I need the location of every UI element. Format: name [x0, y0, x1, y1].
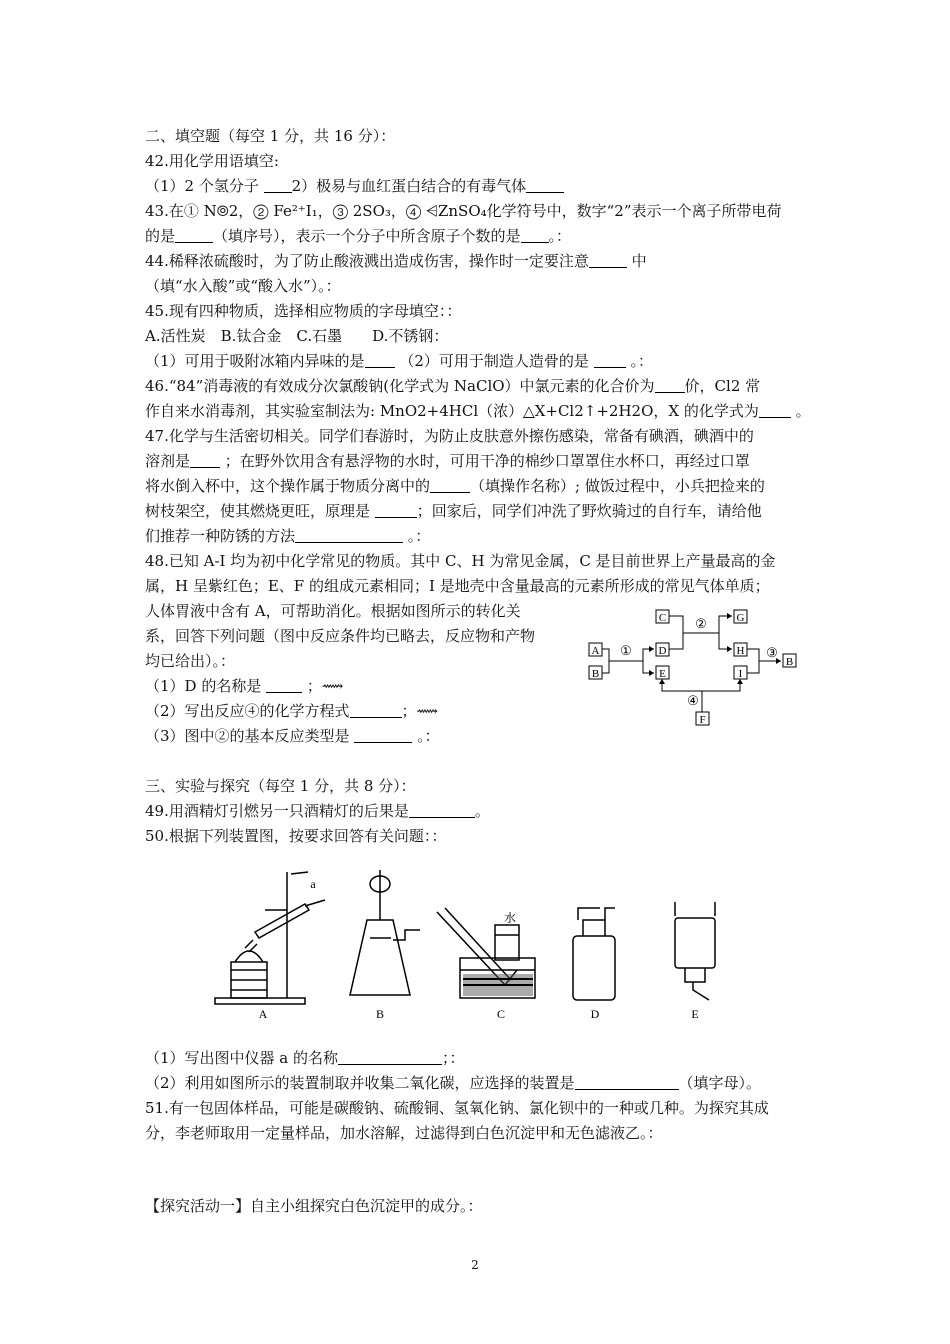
diagram-label: B — [785, 656, 794, 668]
q48-sub1-text: （1）D 的名称是 — [145, 677, 262, 695]
q48-sub2-end: ；⟿ — [401, 702, 439, 720]
q43-text-b: （填序号），表示一个分子中所含原子个数的是 — [213, 227, 521, 245]
q50-sub1-text: （1）写出图中仪器 a 的名称 — [145, 1049, 339, 1067]
diagram-label: F — [699, 714, 706, 726]
q47-text-h: 。： — [407, 527, 431, 545]
q48-sub2-text: （2）写出反应④的化学方程式 — [145, 702, 350, 720]
q49-text: 49.用酒精灯引燃另一只酒精灯的后果是 — [145, 802, 409, 820]
diagram-label: E — [659, 668, 666, 680]
heat-triangle-icon: △ — [523, 402, 535, 420]
q44-line2: （填“水入酸”或“酸入水”）。： — [145, 277, 341, 295]
answer-blank[interactable] — [589, 253, 627, 268]
answer-blank[interactable] — [295, 528, 403, 543]
q49-line — [145, 800, 490, 822]
apparatus-mark: a — [310, 877, 316, 891]
q48-sub3-end: 。： — [417, 727, 440, 745]
q45-text-b: （2）可用于制造人造骨的是 — [399, 352, 589, 370]
q42-stem: 42.用化学用语填空: — [145, 152, 279, 170]
q45-text-c: 。： — [630, 352, 653, 370]
q46-text-a: 46.“84”消毒液的有效成分次氯酸钠(化学式为 NaClO）中氯元素的化合价为 — [145, 377, 655, 395]
diagram-label: I — [738, 668, 743, 680]
q46-line2 — [145, 400, 811, 422]
q47-text-a: 溶剂是 — [145, 452, 191, 470]
q46-text-d: X+Cl2↑+2H2O，X 的化学式为 — [534, 402, 759, 420]
apparatus-label: D — [590, 1007, 600, 1020]
diagram-step: ④ — [687, 693, 699, 708]
page-number: 2 — [471, 1258, 479, 1272]
answer-blank[interactable] — [264, 178, 292, 193]
q47-line1: 47.化学与生活密切相关。同学们春游时，为防止皮肤意外擦伤感染，常备有碘酒，碘酒中的 — [145, 427, 754, 445]
q47-text-d: （填操作名称）; 做饭过程中，小兵把捡来的 — [470, 477, 765, 495]
q45-line3 — [145, 350, 653, 372]
q48-sub3 — [145, 725, 440, 747]
q46-line1 — [145, 375, 760, 397]
answer-blank[interactable] — [190, 453, 220, 468]
answer-blank[interactable] — [430, 478, 470, 493]
answer-blank[interactable] — [409, 803, 475, 818]
q46-text-e: 。 — [795, 402, 811, 420]
q50-sub2-end: （填字母）。 — [678, 1074, 762, 1092]
apparatus-label: A — [258, 1007, 268, 1020]
q48-sub1-end: ；⟿ — [306, 677, 344, 695]
q48-line5: 均已给出）。： — [145, 652, 236, 670]
q47-text-c: 将水倒入杯中，这个操作属于物质分离中的 — [145, 477, 431, 495]
conversion-diagram — [585, 606, 810, 732]
q47-line5 — [145, 525, 430, 547]
apparatus-mark: 水 — [503, 911, 517, 925]
diagram-label: C — [658, 612, 667, 624]
q50-sub1-end: ；： — [442, 1049, 465, 1067]
answer-blank[interactable] — [655, 378, 685, 393]
q44-text: 44.稀释浓硫酸时，为了防止酸液溅出造成伤害，操作时一定要注意 — [145, 252, 589, 270]
diagram-step: ③ — [766, 645, 778, 660]
q43-line1: 43.在① N⦾2，② Fe²⁺I₁，③ 2SO₃，④ ⩤ZnSO₄化学符号中，数字“2”表示一个离子所带电荷 — [145, 202, 782, 220]
q46-text-c: 作自来水消毒剂，其实验室制法为: MnO2+4HCl（浓） — [145, 402, 524, 420]
answer-blank[interactable] — [365, 353, 395, 368]
q50-sub1 — [145, 1047, 465, 1069]
q47-line3 — [145, 475, 765, 497]
section2-title: 二、填空题（每空 1 分，共 16 分）： — [145, 127, 396, 145]
answer-blank[interactable] — [350, 703, 402, 718]
q48-line3: 人体胃液中含有 A，可帮助消化。根据如图所示的转化关 — [145, 602, 521, 620]
q48-sub1 — [145, 675, 343, 697]
q50-sub2 — [145, 1072, 761, 1094]
q51-line2: 分，李老师取用一定量样品，加水溶解，过滤得到白色沉淀甲和无色滤液乙。： — [145, 1124, 663, 1142]
apparatus-label: B — [375, 1007, 385, 1020]
q42-mid: 2）极易与血红蛋白结合的有毒气体 — [291, 177, 527, 195]
q51-line1: 51.有一包固体样品，可能是碳酸钠、硫酸铜、氢氧化钠、氯化钡中的一种或几种。为探究其成 — [145, 1099, 769, 1117]
answer-blank[interactable] — [759, 403, 791, 418]
q42-line — [145, 175, 564, 197]
answer-blank[interactable] — [354, 728, 412, 743]
q48-sub3-text: （3）图中②的基本反应类型是 — [145, 727, 350, 745]
q45-options: A.活性炭 B.钛合金 C.石墨 D.不锈钢： — [145, 327, 449, 345]
answer-blank[interactable] — [266, 678, 302, 693]
answer-blank[interactable] — [594, 353, 626, 368]
q45-line1: 45.现有四种物质，选择相应物质的字母填空：： — [145, 302, 462, 320]
q44-line1 — [145, 250, 647, 272]
diagram-step: ② — [695, 616, 707, 631]
q47-line4 — [145, 500, 762, 522]
q48-sub2 — [145, 700, 438, 722]
apparatus-label: C — [496, 1007, 506, 1020]
diagram-label: A — [591, 645, 600, 657]
apparatus-label: E — [691, 1007, 699, 1020]
diagram-label: B — [591, 668, 600, 680]
answer-blank[interactable] — [526, 178, 564, 193]
answer-blank[interactable] — [521, 228, 549, 243]
lab-apparatus-figure — [205, 870, 725, 1020]
q49-end: 。 — [474, 802, 490, 820]
q43-text-c: 。： — [548, 227, 572, 245]
answer-blank[interactable] — [175, 228, 213, 243]
diagram-label: D — [658, 645, 667, 657]
q47-text-e: 树枝架空，使其燃烧更旺，原理是 — [145, 502, 371, 520]
activity1-heading: 【探究活动一】自主小组探究白色沉淀甲的成分。： — [145, 1197, 483, 1215]
section3-title: 三、实验与探究（每空 1 分，共 8 分）： — [145, 777, 416, 795]
q43-text-a: 的是 — [145, 227, 176, 245]
q44-text-end: 中 — [631, 252, 647, 270]
diagram-label: H — [736, 645, 745, 657]
answer-blank[interactable] — [575, 1075, 679, 1090]
q48-line4: 系，回答下列问题（图中反应条件均已略去，反应物和产物 — [145, 627, 536, 645]
q50-stem: 50.根据下列装置图，按要求回答有关问题：： — [145, 827, 447, 845]
q46-text-b: 价，Cl2 常 — [684, 377, 761, 395]
answer-blank[interactable] — [375, 503, 417, 518]
diagram-step: ① — [620, 643, 632, 658]
answer-blank[interactable] — [338, 1050, 442, 1065]
q47-text-f: ；回家后，同学们冲洗了野炊骑过的自行车，请给他 — [416, 502, 762, 520]
q50-sub2-text: （2）利用如图所示的装置制取并收集二氧化碳，应选择的装置是 — [145, 1074, 575, 1092]
q43-line2 — [145, 225, 571, 247]
q42-part1: （1）2 个氢分子 — [145, 177, 264, 195]
q47-text-b: ；在野外饮用含有悬浮物的水时，可用干净的棉纱口罩罩住水杯口，再经过口罩 — [224, 452, 750, 470]
q45-text-a: （1）可用于吸附冰箱内异味的是 — [145, 352, 365, 370]
q48-line1: 48.已知 A-I 均为初中化学常见的物质。其中 C、H 为常见金属，C 是目前世界上产量最高的金 — [145, 552, 776, 570]
diagram-label: G — [736, 612, 745, 624]
q48-line2: 属，H 呈紫红色；E、F 的组成元素相同；I 是地壳中含量最高的元素所形成的常见气体单质； — [145, 577, 770, 595]
q47-line2 — [145, 450, 750, 472]
q47-text-g: 们推荐一种防锈的方法 — [145, 527, 296, 545]
